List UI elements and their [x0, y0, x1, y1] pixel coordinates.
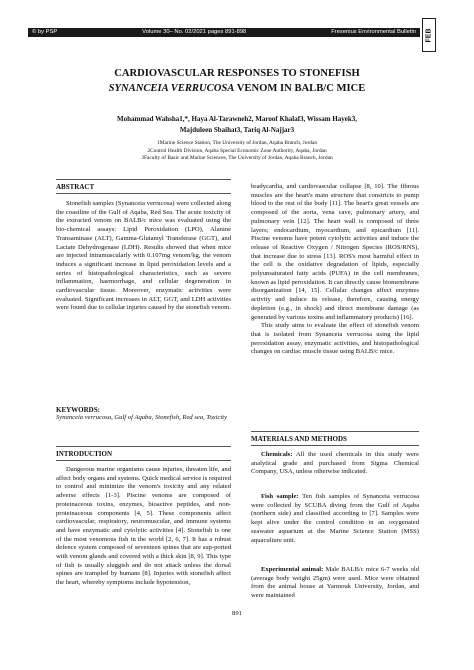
rule-methods-bottom [251, 445, 419, 446]
feb-tab: FEB [422, 18, 436, 52]
rule-abstract-bottom [56, 193, 231, 194]
rule-intro-bottom [56, 460, 231, 461]
abstract-text: Stonefish samples (Synanceia verrucosa) were collected along the coastline of the Gulf of Aqaba, Red Sea. The acute toxicity of the extracted venom on BALB/c mice was evaluated using the bio-chemical assays: Lipid Peroxidation (LPO), Alanine Transaminase (ALT), Gamma-Glutamyl Transferase (GGT), and Lactate Dehydrogenase (LDH). Results showed that when mice are injected intramuscularly with 0.107mg venom/kg, the venom induces a significant increase in lipid peroxidation levels and a series of histopathological characteristics, such as severe inflammation, haemorrhage, and cellular degeneration in cardiovascular tissue. Moreover, enzymatic activities were evaluated. Significant increases in ALT, GGT, and LDH activities were found due to cellular injuries caused by the stonefish venom. [56, 200, 231, 312]
introduction-text: Dangerous marine organisms cause injuries, threaten life, and affect body organs and systems. Quick medical service is required to control and minimize the venom's toxicity and any related adverse effects [1-3]. Piscine venoms are composed of proteinaceous toxins, enzymes, bioactive peptides, and non-proteinaceous components [4, 5]. These components affect cardiovascular, respiratory, neuromuscular, and immune systems and have enzymatic and cytolytic activities [4]. Stonefish is one of the most venomous fish in the world [2, 6, 7]. It has a robust defence system composed of seventeen spines that are sup-ported with venom glands and covered with a thick skin [8, 9]. This type of fish is usually sluggish and do not attack unless the dorsal spines are trampled by humans [8]. Injuries with stonefish affect the heart, whereby symptoms include hypotension, [56, 466, 231, 587]
affiliation-1: 1Marine Science Station, The University of Jordan, Aqaba Branch, Jordan [156, 140, 318, 146]
rule-intro-top [56, 446, 231, 447]
keywords-heading: KEYWORDS: [56, 406, 100, 414]
header-copyright: © by PSP [32, 29, 58, 35]
methods-chemicals: Chemicals: All the used chemicals in this study were analytical grade and purchased from Sigma Chemical Company, USA, unless otherwise indicated. [251, 451, 419, 476]
title-line-1: CARDIOVASCULAR RESPONSES TO STONEFISH [114, 68, 360, 79]
rule-abstract-top [56, 179, 231, 180]
abstract-heading: ABSTRACT [56, 183, 95, 191]
authors-line-2: Majduleen Sbaihat3, Tariq Al-Najjar3 [179, 126, 295, 134]
page-number: 891 [232, 610, 242, 617]
journal-header-bar [28, 28, 420, 37]
affiliation-2: 2Control Health Division, Aqaba Special Economic Zone Authority, Aqaba, Jordan [147, 147, 327, 154]
right-column-intro: bradycardia, and cardiovascular collapse [8, 10]. The fibrous muscles are the heart's main structure that constricts to pump blood to the rest of the body [11]. The heart's great vessels are composed of the aorta, vena cave, pulmonary artery, and pulmonary vein [12]. The heart wall is composed of three layers; endocardium, myocardium, and epicardium [11]. Piscine venoms have potent cytolytic activities and induce the release of Reactive Oxygen / Nitrogen Species (ROS/RNS), that increase due to stress [13]. ROS's most harmful effect in the cell is the oxidative degradation of lipids, especially polyunsaturated fatty acids (PUFA) in the cell membranes, known as lipid peroxidation. It can directly cause biomembrane disorganization [14, 15]. Cellular changes affect enzymes activity and induce its release, therefore, causing energy depletion (e.g., in shock) and direct membrane damage (as generated by various toxins and inflammatory products) [16]. This study aims to evaluate the effect of stonefish venom that is isolated from Synanceia verrucosa using the lipid peroxidation assay, enzymatic activities, and histopathological changes on cardiac muscle tissue using BALB/c mice. [251, 183, 419, 356]
introduction-heading: INTRODUCTION [56, 450, 113, 458]
methods-fish-sample: Fish sample: Ten fish samples of Synanceia verrucosa were collected by SCUBA diving from the Gulf of Aqaba (northern side) and classified according to [7]. Samples were kept alive under the control condition in an oxygenated seawater aquarium at the Marine Science Station (MSS) aquaculture unit. [251, 493, 420, 544]
keywords-text: Synanceia verrucosa, Gulf of Aqaba, Stonefish, Red sea, Toxicity [56, 414, 228, 421]
header-volume: Volume 30– No. 02/2021 pages 891-898 [142, 29, 247, 35]
methods-heading: MATERIALS AND METHODS [251, 435, 347, 443]
methods-experimental-animal: Experimental animal: Male BALB/c mice 6-7 weeks old (average body weight 25gm) were used. Mice were obtained from the animal house at Yarmouk University, Jordan, and were maintained [251, 566, 419, 600]
title-line-2: SYNANCEIA VERRUCOSA VENOM IN BALB/C MICE [108, 83, 366, 94]
rule-methods-top [251, 431, 419, 432]
affiliation-3: 3Faculty of Basic and Marine Sciences, The University of Jordan, Aqaba Branch, Jordan [141, 155, 333, 161]
authors-line-1: Mohammad Wahsha1,*, Haya Al-Tarawneh2, Maroof Khalaf3, Wissam Hayek3, [117, 115, 357, 123]
header-journal: Fresenius Environmental Bulletin [331, 29, 416, 35]
